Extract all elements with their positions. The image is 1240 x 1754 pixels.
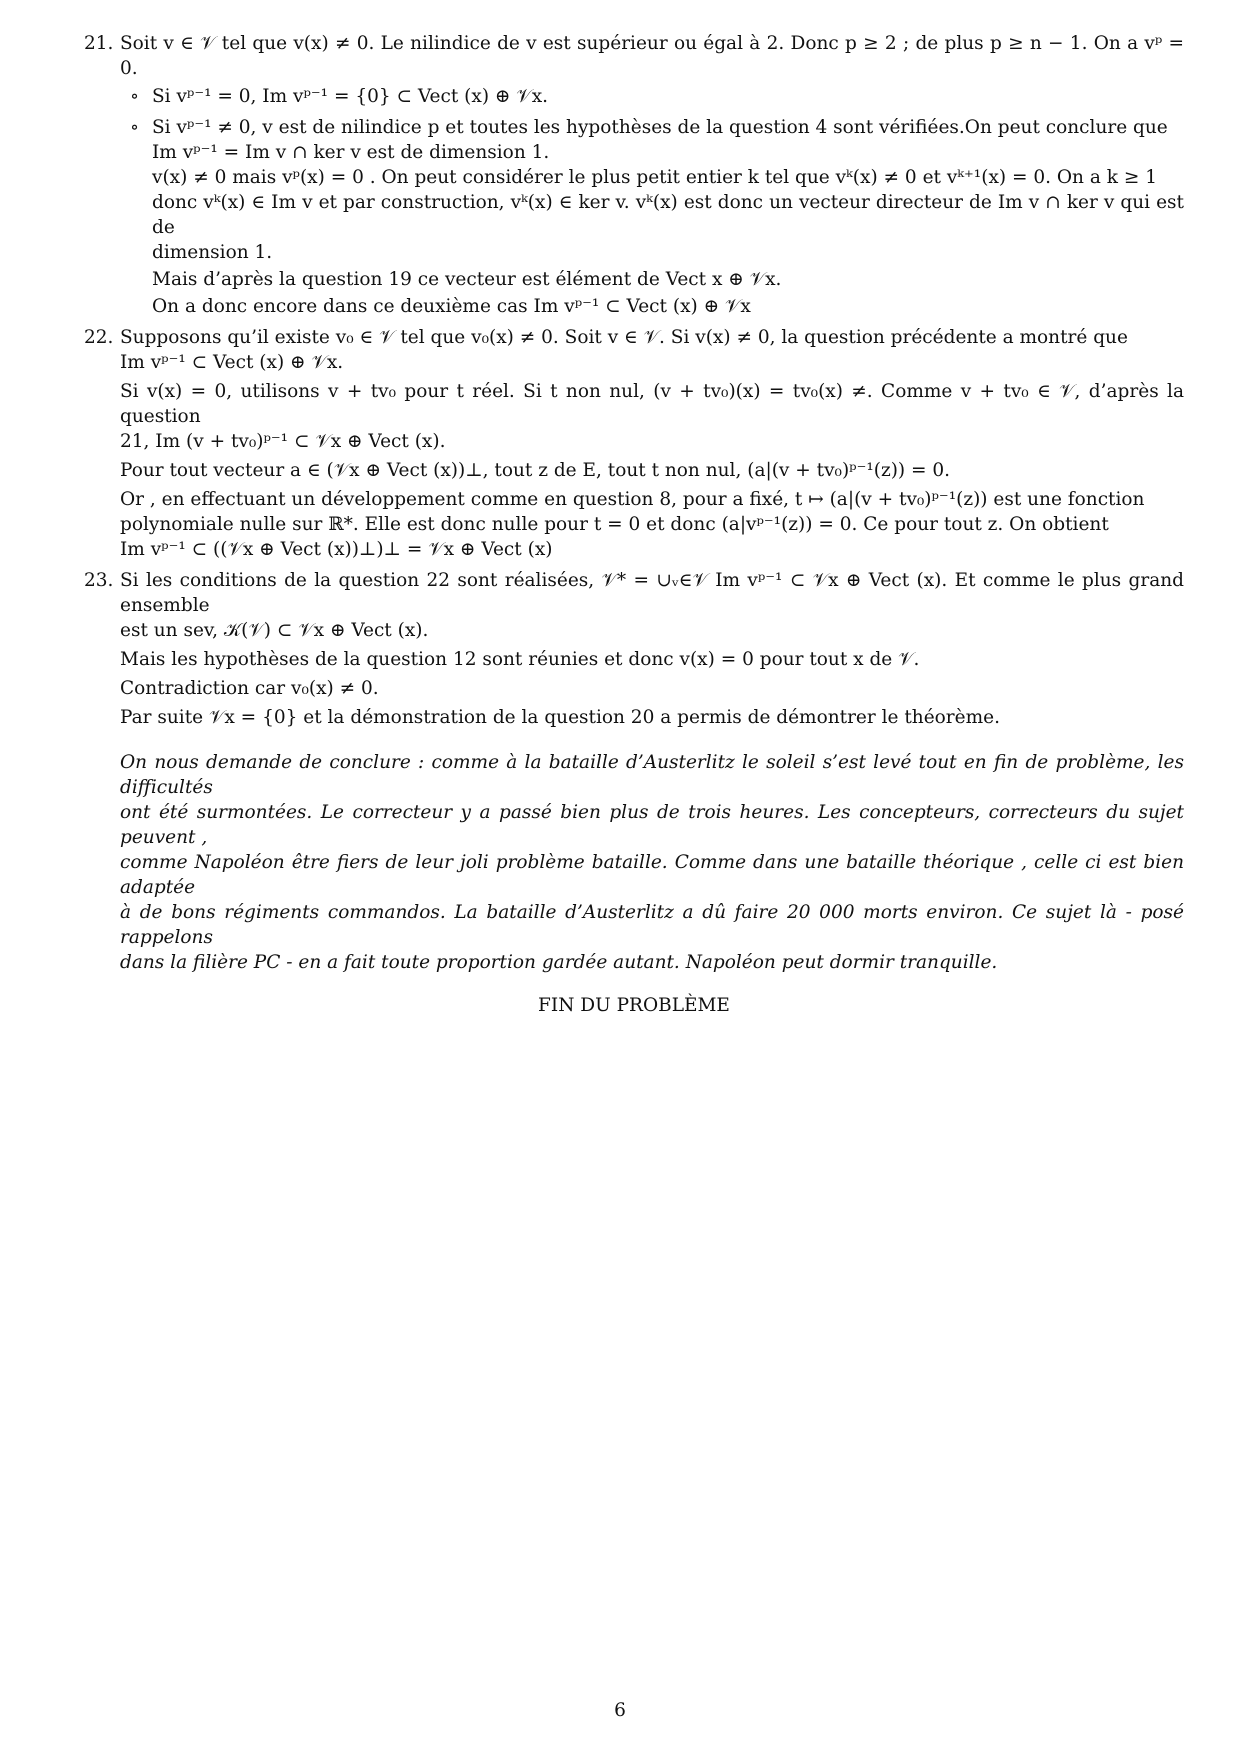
conclusion-line: On nous demande de conclure : comme à la bataille d’Austerlitz le soleil s’est levé tout en fin de problème, les difficultés: [120, 752, 1184, 798]
question-number: 21.: [84, 33, 114, 54]
page-content: [84, 31, 1184, 1018]
list-item-text: v(x) ≠ 0 mais vᵖ(x) = 0 . On peut considérer le plus petit entier k tel que vᵏ(x) ≠ 0 et vᵏ⁺¹(x) = 0. On a k ≥ 1: [152, 167, 1157, 188]
paragraph-line: Im vᵖ⁻¹ ⊂ ((𝒱x ⊕ Vect (x))⊥)⊥ = 𝒱x ⊕ Vect (x): [120, 539, 553, 560]
end-of-problem-heading: FIN DU PROBLÈME: [538, 995, 730, 1016]
conclusion-line: à de bons régiments commandos. La bataille d’Austerlitz a dû faire 20 000 morts environ. Ce sujet là - posé rappelons: [120, 902, 1184, 948]
paragraph-line: polynomiale nulle sur ℝ*. Elle est donc nulle pour t = 0 et donc (a|vᵖ⁻¹(z)) = 0. Ce pour tout z. On obtient: [120, 514, 1109, 535]
paragraph-line: Im vᵖ⁻¹ ⊂ Vect (x) ⊕ 𝒱x.: [120, 352, 344, 373]
list-item-text: Mais d’après la question 19 ce vecteur est élément de Vect x ⊕ 𝒱x.: [152, 269, 782, 290]
question-23: [84, 568, 1184, 730]
list-item-text: On a donc encore dans ce deuxième cas Im vᵖ⁻¹ ⊂ Vect (x) ⊕ 𝒱x: [152, 296, 751, 317]
paragraph-line: Si v(x) = 0, utilisons v + tv₀ pour t réel. Si t non nul, (v + tv₀)(x) = tv₀(x) ≠. Comme v + tv₀ ∈ 𝒱, d’après la question: [120, 381, 1184, 427]
conclusion-note: [120, 750, 1184, 975]
paragraph-line: Contradiction car v₀(x) ≠ 0.: [120, 678, 379, 699]
list-item-text: donc vᵏ(x) ∈ Im v et par construction, vᵏ(x) ∈ ker v. vᵏ(x) est donc un vecteur directeur de Im v ∩ ker v qui est de: [152, 192, 1184, 238]
conclusion-line: comme Napoléon être fiers de leur joli problème bataille. Comme dans une bataille théorique , celle ci est bien adaptée: [120, 852, 1184, 898]
list-item: [120, 115, 1184, 319]
question-number: 23.: [84, 570, 114, 591]
paragraph-line: Si les conditions de la question 22 sont réalisées, 𝒱* = ∪ᵥ∈𝒱 Im vᵖ⁻¹ ⊂ 𝒱x ⊕ Vect (x). Et comme le plus grand ensemble: [120, 570, 1184, 616]
paragraph-line: Pour tout vecteur a ∈ (𝒱x ⊕ Vect (x))⊥, tout z de E, tout t non nul, (a|(v + tv₀)ᵖ⁻¹(z)) = 0.: [120, 460, 951, 481]
question-22: [84, 325, 1184, 562]
list-item-text: Si vᵖ⁻¹ ≠ 0, v est de nilindice p et toutes les hypothèses de la question 4 sont vérifiées.On peut conclure que: [152, 117, 1168, 138]
bullet-icon: ∘: [130, 86, 140, 107]
question-text: Soit v ∈ 𝒱 tel que v(x) ≠ 0. Le nilindice de v est supérieur ou égal à 2. Donc p ≥ 2 ; de plus p ≥ n − 1. On a vᵖ = 0.: [120, 33, 1184, 79]
conclusion-line: ont été surmontées. Le correcteur y a passé bien plus de trois heures. Les concepteurs, correcteurs du sujet peuvent ,: [120, 802, 1184, 848]
question-21: [84, 31, 1184, 319]
list-item: [120, 84, 1184, 109]
paragraph-line: Mais les hypothèses de la question 12 sont réunies et donc v(x) = 0 pour tout x de 𝒱.: [120, 649, 920, 670]
list-item-text: Si vᵖ⁻¹ = 0, Im vᵖ⁻¹ = {0} ⊂ Vect (x) ⊕ 𝒱x.: [152, 86, 549, 107]
list-item-text: dimension 1.: [152, 242, 273, 263]
paragraph-line: est un sev, 𝒦(𝒱) ⊂ 𝒱x ⊕ Vect (x).: [120, 620, 429, 641]
question-number: 22.: [84, 327, 114, 348]
conclusion-line: dans la filière PC - en a fait toute proportion gardée autant. Napoléon peut dormir tranquille.: [120, 952, 998, 973]
paragraph-line: Or , en effectuant un développement comme en question 8, pour a fixé, t ↦ (a|(v + tv₀)ᵖ⁻¹(z)) est une fonction: [120, 489, 1145, 510]
bullet-icon: ∘: [130, 117, 140, 138]
paragraph-line: Supposons qu’il existe v₀ ∈ 𝒱 tel que v₀(x) ≠ 0. Soit v ∈ 𝒱. Si v(x) ≠ 0, la question précédente a montré que: [120, 327, 1128, 348]
paragraph-line: 21, Im (v + tv₀)ᵖ⁻¹ ⊂ 𝒱x ⊕ Vect (x).: [120, 431, 446, 452]
paragraph-line: Par suite 𝒱x = {0} et la démonstration de la question 20 a permis de démontrer le théorème.: [120, 707, 1000, 728]
page-number: 6: [614, 1700, 626, 1721]
list-item-text: Im vᵖ⁻¹ = Im v ∩ ker v est de dimension 1.: [152, 142, 550, 163]
